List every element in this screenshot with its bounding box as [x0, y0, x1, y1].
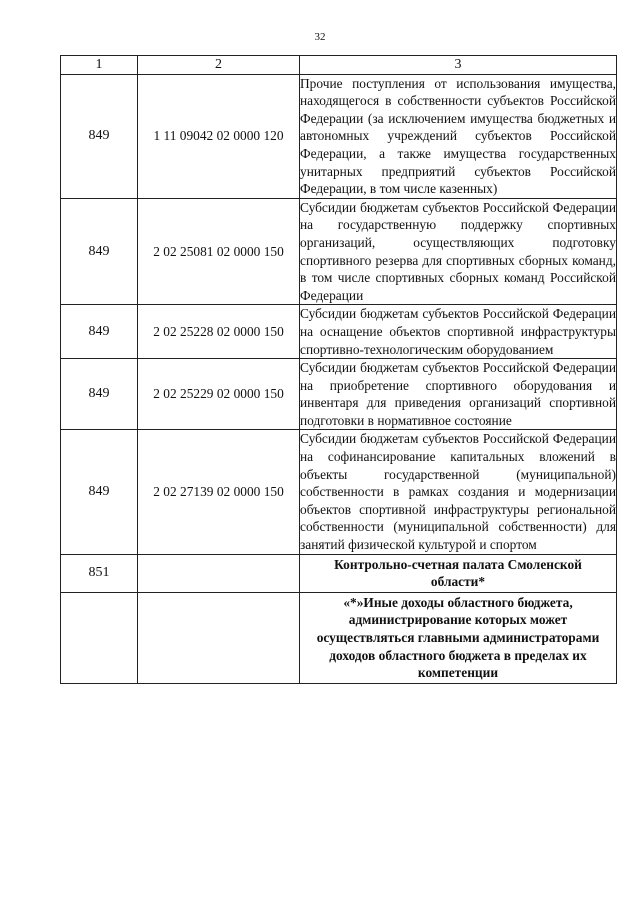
table-header-row [61, 56, 617, 75]
footnote-text: «*»Иные доходы областного бюджета, администрирование которых может осуществляться главными администраторами доходов областного бюджета в пределах их компетенции [300, 592, 617, 683]
column-header-1: 1 [61, 56, 138, 75]
budget-classification-code: 2 02 25229 02 0000 150 [138, 359, 300, 430]
page-number: 32 [314, 31, 326, 43]
budget-classification-code [138, 554, 300, 592]
administrator-code: 849 [61, 305, 138, 359]
budget-classification-code: 1 11 09042 02 0000 120 [138, 74, 300, 198]
table-row [61, 592, 617, 683]
column-header-3: 3 [300, 56, 617, 75]
budget-classification-code: 2 02 27139 02 0000 150 [138, 430, 300, 554]
budget-classification-code: 2 02 25081 02 0000 150 [138, 198, 300, 305]
column-header-2: 2 [138, 56, 300, 75]
table-row [61, 74, 617, 198]
table-row [61, 359, 617, 430]
revenue-description: Субсидии бюджетам субъектов Российской Федерации на оснащение объектов спортивной инфраструктуры спортивно-технологическим оборудованием [300, 305, 617, 359]
revenue-description: Субсидии бюджетам субъектов Российской Федерации на софинансирование капитальных вложений в объекты государственной (муниципальной) собственности в рамках создания и модернизации объектов спортивной инфраструктуры региональной собственности (муниципальной собственности) для занятий физической культурой и спортом [300, 430, 617, 554]
budget-classification-code: 2 02 25228 02 0000 150 [138, 305, 300, 359]
administrator-code: 849 [61, 359, 138, 430]
administrator-code: 849 [61, 430, 138, 554]
table-row [61, 430, 617, 554]
revenue-administrators-table [60, 55, 617, 684]
administrator-name: Контрольно-счетная палата Смоленской области* [300, 554, 617, 592]
table-row [61, 554, 617, 592]
administrator-code: 849 [61, 198, 138, 305]
revenue-description: Субсидии бюджетам субъектов Российской Федерации на приобретение спортивного оборудования и инвентаря для приведения организаций спортивной подготовки в нормативное состояние [300, 359, 617, 430]
table-row [61, 305, 617, 359]
administrator-code [61, 592, 138, 683]
budget-classification-code [138, 592, 300, 683]
administrator-code: 849 [61, 74, 138, 198]
table-row [61, 198, 617, 305]
administrator-code: 851 [61, 554, 138, 592]
revenue-description: Субсидии бюджетам субъектов Российской Федерации на государственную поддержку спортивных организаций, осуществляющих подготовку спортивного резерва для спортивных сборных команд, в том числе спортивных сборных команд Российской Федерации [300, 198, 617, 305]
revenue-description: Прочие поступления от использования имущества, находящегося в собственности субъектов Российской Федерации (за исключением имущества бюджетных и автономных учреждений субъектов Российской Федерации, а также имущества государственных унитарных предприятий субъектов Российской Федерации, в том числе казенных) [300, 74, 617, 198]
